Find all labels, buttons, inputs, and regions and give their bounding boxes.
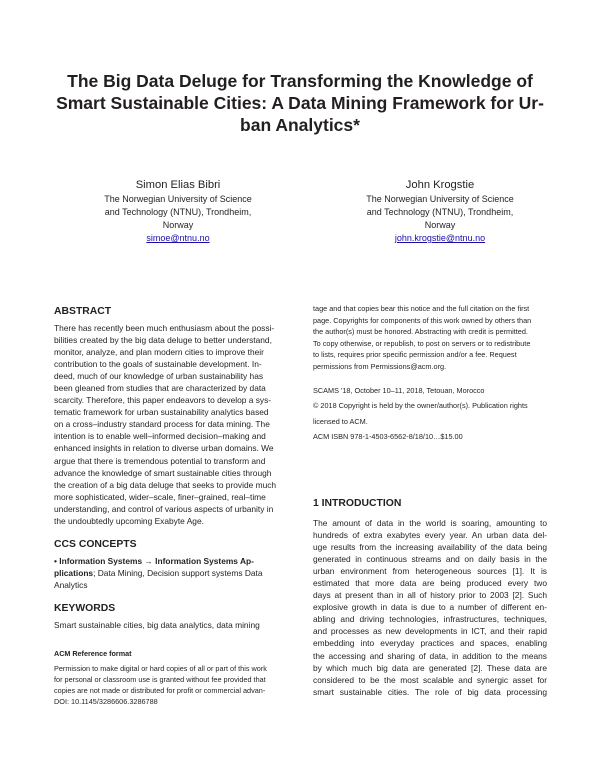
abstract-heading: ABSTRACT — [54, 306, 112, 317]
rights-line: To copy otherwise, or republish, to post on servers or to redistribute — [313, 338, 531, 348]
abstract-line: There has recently been much enthusiasm about the possi- — [54, 323, 275, 333]
permission-notice — [313, 303, 547, 373]
abstract-line: been gleaned from studies that are characterized by data — [54, 383, 266, 394]
abstract-line: bilities created by the big data deluge to better understand, — [54, 335, 272, 346]
copyright-line: © 2018 Copyright is held by the owner/author(s). Publication rights — [313, 401, 528, 411]
author-affiliation: The Norwegian University of Science — [104, 194, 252, 204]
intro-line: uge results from the increasing availability of the data being — [313, 542, 547, 553]
title-line: ban Analytics* — [240, 115, 360, 135]
acm-line: copies are not made or distributed for profit or commercial advan- — [54, 685, 266, 695]
conference-info — [313, 385, 547, 443]
right-column — [313, 303, 547, 447]
intro-line: smart sustainable cities. The role of big data processing — [313, 686, 547, 697]
acm-reference-block — [54, 649, 290, 707]
isbn-line: ACM ISBN 978-1-4503-6562-8/18/10…$15.00 — [313, 432, 463, 442]
abstract-line: the creation of a big data deluge that seeks to provide much — [54, 479, 277, 490]
intro-line: estimated that more data are being produced every two — [313, 578, 547, 589]
title-line: Smart Sustainable Cities: A Data Mining Framework for Ur- — [56, 93, 544, 113]
ccs-term: plications — [54, 567, 94, 578]
ccs-line: Analytics — [54, 579, 88, 590]
title-line: The Big Data Deluge for Transforming the Knowledge of — [67, 71, 533, 91]
abstract-line: deed, much of our knowledge of urban sustainability has — [54, 371, 264, 382]
abstract-line: monitor, analyze, and plan modern cities to improve their — [54, 347, 264, 358]
intro-line: days at present than in all of history prior to 2003 [2]. Such — [313, 590, 547, 601]
doi-text: DOI: 10.1145/3286606.3286788 — [54, 696, 158, 706]
intro-line: explosive growth in data is due to a number of different en- — [313, 602, 547, 613]
abstract-line: contribution to the goals of sustainable development. In- — [54, 359, 262, 370]
abstract-text — [54, 322, 290, 527]
intro-line: abling and driving technologies, infrastructures, techniques, — [313, 614, 547, 625]
rights-line: tage and that copies bear this notice and the full citation on the first — [313, 304, 530, 313]
abstract-line: on a cross–industry standard process for data mining. The — [54, 419, 270, 430]
author-affiliation: Norway — [162, 220, 194, 230]
acm-reference-heading: ACM Reference format — [54, 648, 132, 658]
ccs-line: • Information Systems → Information Systems Ap- — [54, 555, 254, 566]
rights-line: to lists, requires prior specific permission and/or a fee. Request — [313, 350, 517, 360]
author-affiliation: Norway — [424, 220, 456, 230]
rights-line: the author(s) must be honored. Abstracting with credit is permitted. — [313, 327, 528, 337]
rights-line: page. Copyrights for components of this work owned by others than — [313, 315, 532, 325]
abstract-line: advance the knowledge of smart sustainable cities through — [54, 467, 272, 478]
keywords-text: Smart sustainable cities, big data analytics, data mining — [54, 619, 260, 630]
left-column — [54, 305, 290, 707]
intro-line: the accessing and sharing of data, in addition to the means — [313, 650, 547, 661]
intro-line: by which much big data are generated [2]. These data are — [313, 662, 547, 673]
abstract-line: argue that there is tremendous potential to transform and — [54, 455, 266, 466]
intro-line: and processes as new developments in ICT, and their rapid — [313, 626, 547, 637]
paper-title — [50, 70, 550, 136]
author-affiliation: The Norwegian University of Science — [366, 194, 514, 204]
author-affiliation: and Technology (NTNU), Trondheim, — [366, 207, 514, 217]
introduction-heading: 1 INTRODUCTION — [313, 498, 402, 509]
author-name: Simon Elias Bibri — [135, 179, 221, 191]
ccs-heading: CCS CONCEPTS — [54, 538, 137, 550]
ccs-line — [54, 567, 290, 579]
author-name: John Krogstie — [405, 179, 475, 191]
rights-line: permissions from Permissions@acm.org. — [313, 361, 447, 371]
author-affiliation: and Technology (NTNU), Trondheim, — [104, 207, 252, 217]
intro-line: considered to be the most scalable and synergic asset for — [313, 674, 547, 685]
intro-line: The amount of data in the world is soaring, amounting to — [313, 518, 547, 528]
abstract-line: tematic framework for urban sustainability analytics based — [54, 407, 269, 418]
keywords-heading: KEYWORDS — [54, 602, 116, 614]
intro-line: hundreds of extra exabytes every year. An urban data del- — [313, 530, 547, 541]
copyright-notice — [313, 400, 547, 427]
ccs-rest: ; Data Mining, Decision support systems Data — [93, 567, 263, 578]
author-block-1 — [48, 178, 308, 245]
abstract-line: the undoubtedly upcoming Exabyte Age. — [54, 515, 204, 526]
abstract-line: more sophisticated, wider–scale, finer–grained, real–time — [54, 491, 266, 502]
abstract-line: understanding, and control of various aspects of urbanity in — [54, 503, 274, 514]
intro-line: embedding into everyday practices and spaces, enabling — [313, 638, 547, 649]
author-block-2 — [310, 178, 570, 245]
acm-line: Permission to make digital or hard copies of all or part of this work — [54, 663, 267, 673]
intro-line: urban environment from heterogeneous sources [1]. It is — [313, 566, 547, 577]
intro-line: generated in continuous streams and on daily basis in the — [313, 554, 547, 565]
conference-line: SCAMS '18, October 10–11, 2018, Tetouan, Morocco — [313, 385, 485, 395]
ccs-text — [54, 555, 290, 591]
author-email-link[interactable]: simoe@ntnu.no — [146, 233, 210, 243]
copyright-line: licensed to ACM. — [313, 416, 368, 426]
abstract-line: enhanced insights in relation to diverse urban domains. We — [54, 443, 274, 454]
abstract-line: scarcity. Therefore, this paper endeavors to develop a sys- — [54, 395, 272, 406]
introduction-text — [313, 517, 547, 698]
abstract-line: intention is to enable well–informed decision–making and — [54, 431, 266, 442]
author-email-link[interactable]: john.krogstie@ntnu.no — [394, 233, 486, 243]
acm-line: for personal or classroom use is granted without fee provided that — [54, 674, 266, 684]
acm-reference-text — [54, 663, 290, 707]
